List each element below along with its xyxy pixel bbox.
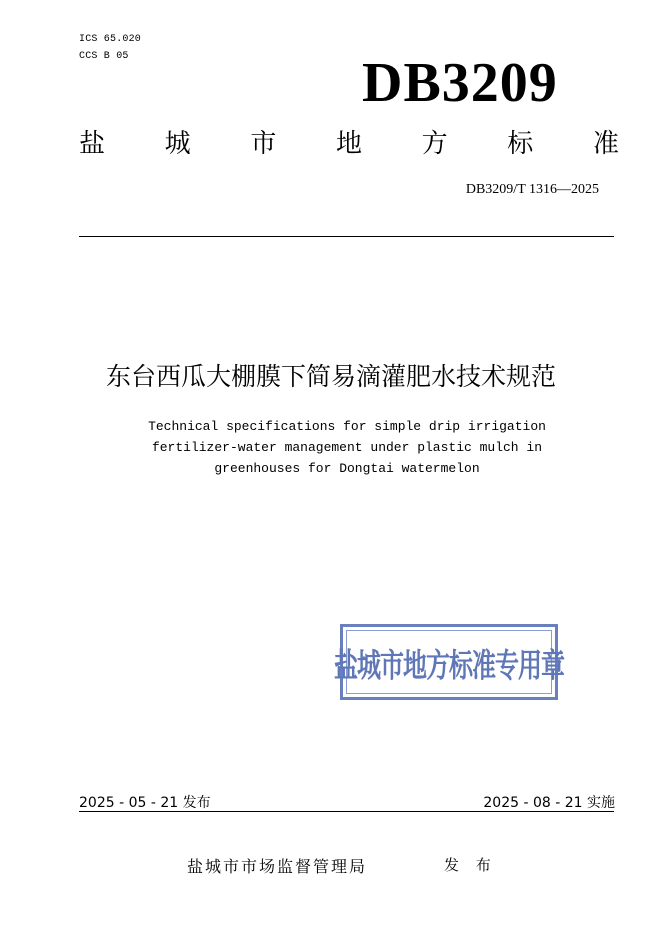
issue-date: 2025 - 05 - 21 发布 bbox=[79, 795, 211, 811]
issuing-authority: 盐城市市场监督管理局 bbox=[187, 857, 368, 876]
english-title bbox=[0, 416, 662, 479]
ccs-code: CCS B 05 bbox=[79, 51, 129, 62]
top-divider bbox=[79, 236, 614, 237]
standard-type-title bbox=[79, 127, 619, 161]
standard-type-char: 市 bbox=[250, 129, 277, 159]
english-title-line: Technical specifications for simple drip irrigation bbox=[148, 419, 546, 434]
standard-type-char: 地 bbox=[335, 129, 362, 159]
standard-type-char: 准 bbox=[592, 129, 619, 159]
seal-inner-border bbox=[334, 630, 564, 694]
implementation-date: 2025 - 08 - 21 实施 bbox=[483, 795, 615, 811]
english-title-line: greenhouses for Dongtai watermelon bbox=[214, 461, 480, 476]
standard-type-char: 盐 bbox=[79, 129, 106, 159]
db-code-heading: DB3209 bbox=[362, 52, 558, 114]
ics-code: ICS 65.020 bbox=[79, 34, 142, 45]
english-title-line: fertilizer-water management under plastic mulch in bbox=[151, 440, 543, 455]
bottom-divider bbox=[79, 811, 614, 812]
chinese-title: 东台西瓜大棚膜下简易滴灌肥水技术规范 bbox=[105, 362, 556, 391]
standard-type-char: 城 bbox=[164, 129, 191, 159]
seal-text: 盐城市地方标准专用章 bbox=[334, 646, 564, 685]
standard-type-char: 标 bbox=[507, 129, 534, 159]
publish-label: 发 布 bbox=[444, 856, 497, 874]
official-seal-stamp bbox=[334, 624, 564, 700]
standard-number: DB3209/T 1316—2025 bbox=[465, 182, 599, 197]
standard-type-char: 方 bbox=[421, 129, 448, 159]
